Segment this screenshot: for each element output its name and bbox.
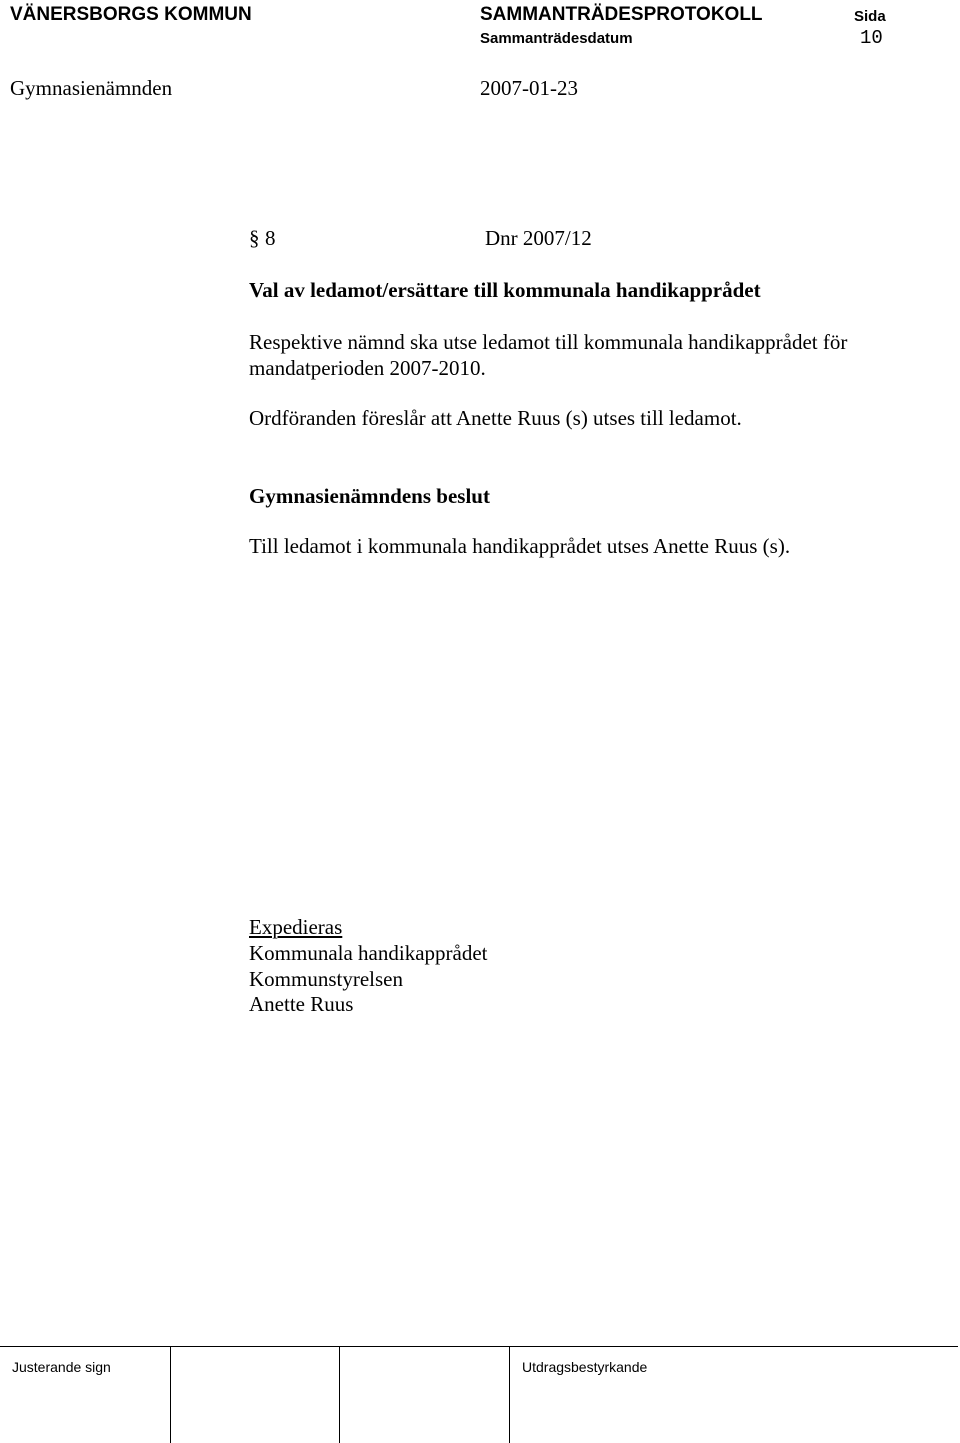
decision-heading: Gymnasienämndens beslut: [249, 484, 490, 508]
certification-label: Utdragsbestyrkande: [522, 1359, 648, 1375]
organization-name: VÄNERSBORGS KOMMUN: [10, 4, 252, 25]
divider: [170, 1347, 171, 1443]
meeting-date: 2007-01-23: [480, 76, 578, 100]
dispatch-list: [249, 941, 488, 1018]
adjusting-sign-label: Justerande sign: [12, 1359, 111, 1375]
list-item: Anette Ruus: [249, 992, 354, 1016]
diary-number: Dnr 2007/12: [485, 226, 592, 250]
board-name: Gymnasienämnden: [10, 76, 173, 100]
decision-text: Till ledamot i kommunala handikapprådet utses Anette Ruus (s).: [249, 534, 791, 558]
paragraph-1: Respektive nämnd ska utse ledamot till kommunala handikapprådet för mandatperioden 2007-2010.: [249, 330, 848, 380]
paragraph-symbol: §: [249, 226, 260, 250]
page-label: Sida: [854, 8, 886, 25]
page-number: 10: [860, 27, 883, 49]
list-item: Kommunstyrelsen: [249, 966, 403, 991]
section-title: Val av ledamot/ersättare till kommunala handikapprådet: [249, 278, 761, 302]
date-label: Sammanträdesdatum: [480, 30, 633, 47]
list-item: Kommunala handikapprådet: [249, 941, 488, 965]
divider: [509, 1347, 510, 1443]
document-type: SAMMANTRÄDESPROTOKOLL: [480, 4, 763, 25]
section-number: 8: [265, 226, 276, 250]
divider: [339, 1347, 340, 1443]
signature-footer: [0, 1346, 958, 1443]
section-number-line: [249, 226, 592, 251]
paragraph-2: Ordföranden föreslår att Anette Ruus (s) utses till ledamot.: [249, 406, 742, 430]
dispatch-title: Expedieras: [249, 915, 343, 939]
